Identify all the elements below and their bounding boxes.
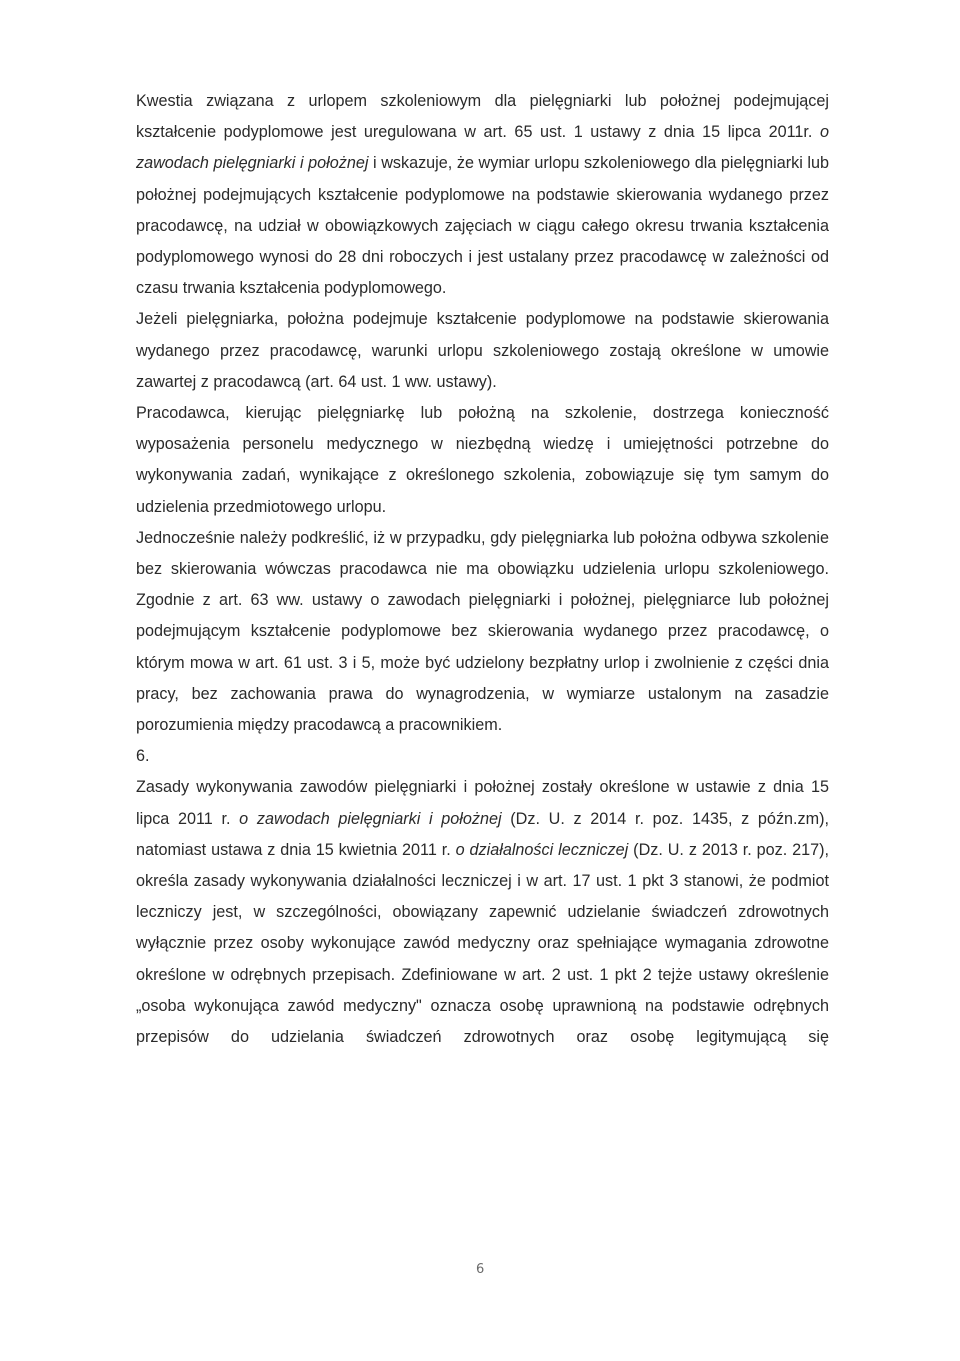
paragraph <box>136 86 829 304</box>
text-run: Pracodawca, kierując pielęgniarkę lub położną na szkolenie, dostrzega konieczność wyposażenia personelu medycznego w niezbędną wiedzę i umiejętności potrzebne do wykonywania zadań, wynikające z określonego szkolenia, zobowiązuje się tym samym do udzielenia przedmiotowego urlopu. <box>136 404 829 516</box>
body-text <box>136 86 829 1053</box>
paragraph <box>136 772 829 1053</box>
text-run: Jeżeli pielęgniarka, położna podejmuje kształcenie podyplomowe na podstawie skierowania wydanego przez pracodawcę, warunki urlopu szkoleniowego zostają określone w umowie zawartej z pracodawcą (art. 64 ust. 1 ww. ustawy). <box>136 310 829 391</box>
paragraph <box>136 304 829 398</box>
text-run: (Dz. U. z 2014 r. poz. 1435, z późn.zm), natomiast ustawa z dnia 15 kwietnia 2011 r. <box>136 809 829 859</box>
text-run: Kwestia związana z urlopem szkoleniowym dla pielęgniarki lub położnej podejmującej kształcenie podyplomowe jest uregulowana w art. 65 ust. 1 ustawy z dnia 15 lipca 2011r. <box>136 92 829 142</box>
text-run: Jednocześnie należy podkreślić, iż w przypadku, gdy pielęgniarka lub położna odbywa szkolenie bez skierowania wówczas pracodawca nie ma obowiązku udzielenia urlopu szkoleniowego. Zgodnie z art. 63 ww. ustawy o zawodach pielęgniarki i położnej, pielęgniarce lub położnej podejmującym kształcenie podyplomowe bez skierowania wydanego przez pracodawcę, o którym mowa w art. 61 ust. 3 i 5, może być udzielony bezpłatny urlop i zwolnienie z części dnia pracy, bez zachowania prawa do wynagrodzenia, w wymiarze ustalonym na zasadzie porozumienia między pracodawcą a pracownikiem. <box>136 528 829 735</box>
italic-citation: o zawodach pielęgniarki i położnej <box>239 809 502 828</box>
text-run: (Dz. U. z 2013 r. poz. 217), określa zasady wykonywania działalności leczniczej i w art. 17 ust. 1 pkt 3 stanowi, że podmiot leczniczy jest, w szczególności, obowiązany zapewnić udzielanie świadczeń zdrowotnych wyłącznie przez osoby wykonujące zawód medyczny oraz spełniające wymagania zdrowotne określone w odrębnych przepisach. Zdefiniowane w art. 2 ust. 1 pkt 2 tejże ustawy określenie „osoba wykonująca zawód medyczny" oznacza osobę uprawnioną na podstawie odrębnych przepisów do udzielania świadczeń zdrowotnych oraz osobę legitymującą się <box>136 840 829 1047</box>
text-run: Zasady wykonywania zawodów pielęgniarki i położnej zostały określone w ustawie z dnia 15 lipca 2011 r. <box>136 778 829 828</box>
italic-citation: o zawodach pielęgniarki i położnej <box>136 123 829 173</box>
page-number: 6 <box>476 1262 485 1277</box>
text-run: 6. <box>136 747 150 766</box>
paragraph <box>136 741 829 772</box>
paragraph <box>136 398 829 523</box>
text-run: i wskazuje, że wymiar urlopu szkoleniowego dla pielęgniarki lub położnej podejmujących kształcenie podyplomowe na podstawie skierowania wydanego przez pracodawcę, na udział w obowiązkowych zajęciach w ciągu całego okresu trwania kształcenia podyplomowego wynosi do 28 dni roboczych i jest ustalany przez pracodawcę w zależności od czasu trwania kształcenia podyplomowego. <box>136 154 829 298</box>
paragraph <box>136 523 829 741</box>
italic-citation: o działalności leczniczej <box>455 840 629 859</box>
